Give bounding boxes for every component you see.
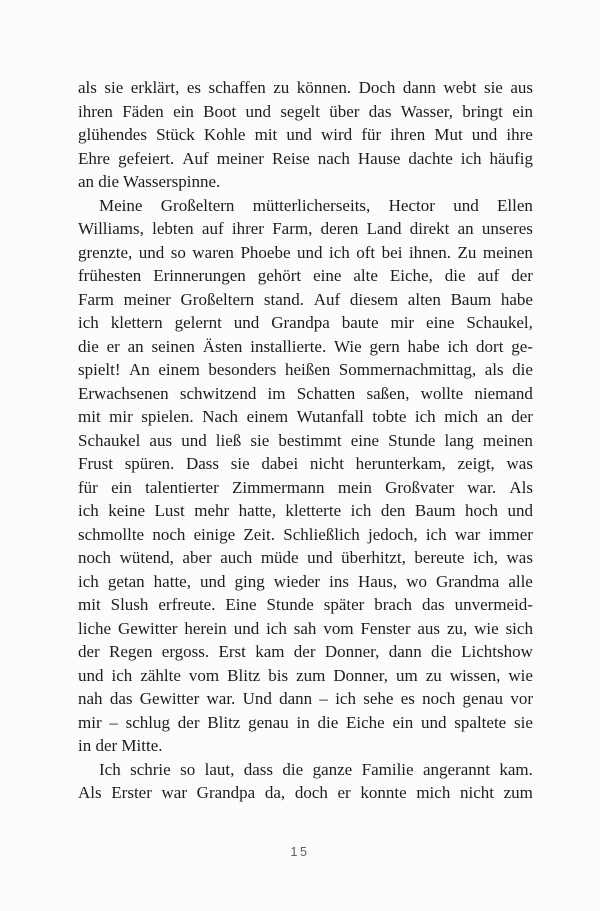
text-line: ich klettern gelernt und Grandpa baute mir eine Schaukel, bbox=[78, 313, 533, 332]
text-line: in der Mitte. bbox=[78, 736, 163, 755]
text-line: für ein talentierter Zimmermann mein Großvater war. Als bbox=[78, 477, 533, 497]
text-line: mir – schlug der Blitz genau in die Eiche ein und spaltete sie bbox=[78, 712, 533, 732]
text-line: Erwachsenen schwitzend im Schatten saßen, wollte niemand bbox=[78, 383, 533, 403]
page-text bbox=[78, 76, 533, 805]
text-line: glühendes Stück Kohle mit und wird für ihren Mut und ihre bbox=[78, 125, 533, 144]
text-line: an die Wasserspinne. bbox=[78, 172, 221, 191]
text-line: frühesten Erinnerungen gehört eine alte Eiche, die auf der bbox=[78, 266, 533, 285]
text-line: und ich zählte vom Blitz bis zum Donner, um zu wissen, wie bbox=[78, 665, 533, 685]
text-line: grenzte, und so waren Phoebe und ich oft bei ihnen. Zu meinen bbox=[78, 242, 533, 262]
text-line: als sie erklärt, es schaffen zu können. Doch dann webt sie aus bbox=[78, 78, 533, 97]
text-line: Frust spüren. Dass sie dabei nicht herunterkam, zeigt, was bbox=[78, 454, 533, 473]
text-line: ich keine Lust mehr hatte, kletterte ich den Baum hoch und bbox=[78, 501, 533, 520]
text-line: schmollte noch einige Zeit. Schließlich jedoch, ich war immer bbox=[78, 524, 533, 544]
text-line: ihren Fäden ein Boot und segelt über das Wasser, bringt ein bbox=[78, 101, 533, 121]
text-line: liche Gewitter herein und ich sah vom Fenster aus zu, wie sich bbox=[78, 618, 533, 638]
text-line: Als Erster war Grandpa da, doch er konnte mich nicht zum bbox=[78, 783, 533, 802]
text-line: Meine Großeltern mütterlicherseits, Hector und Ellen bbox=[99, 195, 533, 215]
text-line: mit Slush erfreute. Eine Stunde später brach das unvermeid- bbox=[78, 595, 533, 614]
text-line: Farm meiner Großeltern stand. Auf diesem alten Baum habe bbox=[78, 289, 533, 309]
text-line: spielt! An einem besonders heißen Sommernachmittag, als die bbox=[78, 360, 533, 379]
page-number: 15 bbox=[290, 845, 310, 859]
text-line: der Regen ergoss. Erst kam der Donner, dann die Lichtshow bbox=[78, 642, 533, 661]
text-line: ich getan hatte, und ging wieder ins Haus, wo Grandma alle bbox=[78, 571, 533, 591]
text-line: mit mir spielen. Nach einem Wutanfall tobte ich mich an der bbox=[78, 407, 533, 426]
text-line: Ehre gefeiert. Auf meiner Reise nach Hause dachte ich häufig bbox=[78, 148, 533, 168]
text-line: noch wütend, aber auch müde und überhitzt, bereute ich, was bbox=[78, 548, 533, 567]
text-line: nah das Gewitter war. Und dann – ich sehe es noch genau vor bbox=[78, 689, 533, 708]
text-line: Ich schrie so laut, dass die ganze Familie angerannt kam. bbox=[99, 759, 533, 779]
text-line: die er an seinen Ästen installierte. Wie gern habe ich dort ge- bbox=[78, 336, 533, 356]
text-line: Williams, lebten auf ihrer Farm, deren Land direkt an unseres bbox=[78, 219, 533, 238]
text-line: Schaukel aus und ließ sie bestimmt eine Stunde lang meinen bbox=[78, 430, 533, 450]
